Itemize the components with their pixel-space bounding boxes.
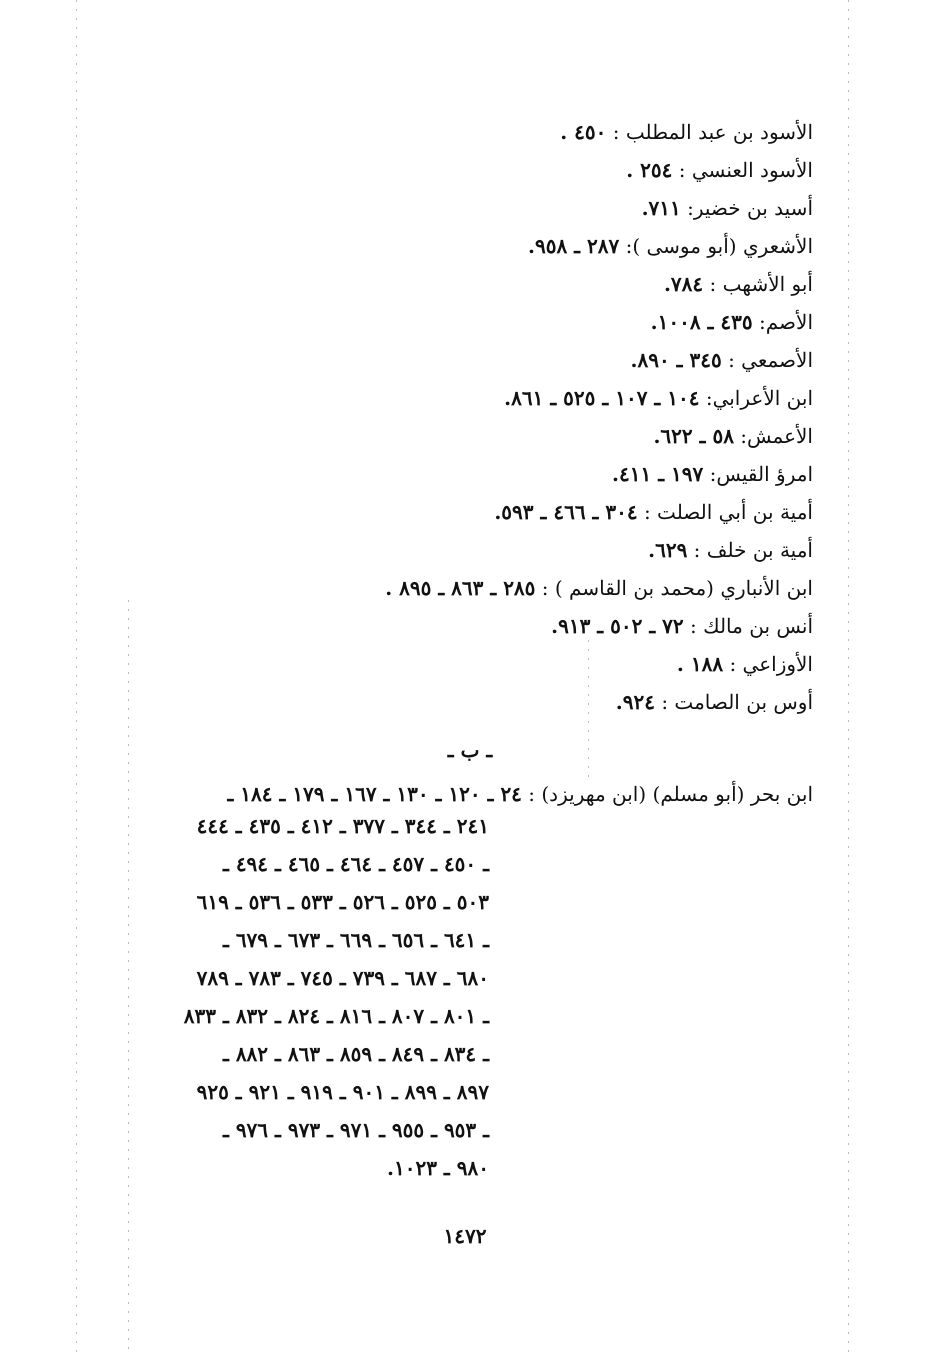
entry-pages: ٧٨٤. <box>663 272 704 296</box>
entry-pages: ٣٠٤ ـ ٤٦٦ ـ ٥٩٣. <box>494 500 638 524</box>
entry-pages: ٦٢٩. <box>648 538 688 562</box>
entry-pages-continuation: ـ ٨٣٤ ـ ٨٤٩ ـ ٨٥٩ ـ ٨٦٣ ـ ٨٨٢ ـ <box>222 1042 489 1066</box>
entry-pages: ٢٨٥ ـ ٨٦٣ ـ ٨٩٥ . <box>385 576 536 600</box>
scan-guide-line <box>848 0 849 1355</box>
entry-name: ابن بحر (أبو مسلم) (ابن مهريزد) : <box>528 782 813 806</box>
entry-name: الأوزاعي : <box>729 652 813 676</box>
entry-pages-continuation: ـ ٩٥٣ ـ ٩٥٥ ـ ٩٧١ ـ ٩٧٣ ـ ٩٧٦ ـ <box>222 1118 489 1142</box>
index-entry <box>626 156 813 184</box>
entry-name: الأسود العنسي : <box>678 158 813 182</box>
entry-pages: ٣٤٥ ـ ٨٩٠. <box>630 348 722 372</box>
entry-name: أسيد بن خضير: <box>687 196 813 220</box>
entry-name: امرؤ القيس: <box>709 462 813 486</box>
index-entry <box>560 118 813 146</box>
entry-pages: ٢٨٧ ـ ٩٥٨. <box>528 234 620 258</box>
entry-name: ابن الأعرابي: <box>705 386 813 410</box>
entry-pages-continuation: ٨٩٧ ـ ٨٩٩ ـ ٩٠١ ـ ٩١٩ ـ ٩٢١ ـ ٩٢٥ <box>196 1080 489 1104</box>
entry-pages-continuation: ٥٠٣ ـ ٥٢٥ ـ ٥٢٦ ـ ٥٣٣ ـ ٥٣٦ ـ ٦١٩ <box>196 890 489 914</box>
entry-pages: ٧٢ ـ ٥٠٢ ـ ٩١٣. <box>551 614 684 638</box>
index-entry <box>494 498 813 526</box>
index-entry <box>653 422 813 450</box>
index-entry <box>651 308 813 336</box>
index-entry <box>642 194 813 222</box>
entry-pages: ١٠٤ ـ ١٠٧ ـ ٥٢٥ ـ ٨٦١. <box>504 386 700 410</box>
entry-pages: ١٩٧ ـ ٤١١. <box>612 462 704 486</box>
scan-guide-line <box>76 0 77 1355</box>
entry-name: الأسود بن عبد المطلب : <box>612 120 813 144</box>
index-entry <box>630 346 813 374</box>
entry-pages-continuation: ٢٤١ ـ ٣٤٤ ـ ٣٧٧ ـ ٤١٢ ـ ٤٣٥ ـ ٤٤٤ <box>196 814 489 838</box>
entry-name: أمية بن خلف : <box>693 538 813 562</box>
index-entry <box>664 270 813 298</box>
entry-pages-continuation: ٩٨٠ ـ ١٠٢٣. <box>387 1156 489 1180</box>
scan-guide-line <box>128 600 129 1355</box>
index-entry <box>616 688 813 716</box>
entry-name: أمية بن أبي الصلت : <box>643 500 813 524</box>
entry-name: الأصمعي : <box>728 348 813 372</box>
entry-pages: ٥٨ ـ ٦٢٢. <box>653 424 734 448</box>
section-heading: ـ ب ـ <box>447 738 493 762</box>
index-entry <box>551 612 813 640</box>
entry-pages: ١٨٨ . <box>676 652 724 676</box>
index-entry <box>677 650 813 678</box>
entry-pages: ٢٤ ـ ١٢٠ ـ ١٣٠ ـ ١٦٧ ـ ١٧٩ ـ ١٨٤ ـ <box>227 782 522 806</box>
entry-name: الأعمش: <box>740 424 813 448</box>
index-entry <box>385 574 813 602</box>
page-number: ١٤٧٢ <box>443 1224 487 1248</box>
entry-name: ابن الأنباري (محمد بن القاسم ) : <box>541 576 813 600</box>
index-entry <box>504 384 813 412</box>
entry-pages: ٢٥٤ . <box>626 158 673 182</box>
entry-name: أبو الأشهب : <box>709 272 813 296</box>
index-entry <box>528 232 813 260</box>
index-entry <box>612 460 813 488</box>
entry-pages: ٤٣٥ ـ ١٠٠٨. <box>650 310 753 334</box>
entry-pages: ٩٢٤. <box>615 690 655 714</box>
index-entry <box>227 780 813 808</box>
entry-pages-continuation: ـ ٤٥٠ ـ ٤٥٧ ـ ٤٦٤ ـ ٤٦٥ ـ ٤٩٤ ـ <box>222 852 489 876</box>
entry-pages: ٧١١. <box>641 196 681 220</box>
entry-pages-continuation: ـ ٨٠١ ـ ٨٠٧ ـ ٨١٦ ـ ٨٢٤ ـ ٨٣٢ ـ ٨٣٣ <box>183 1004 489 1028</box>
entry-pages-continuation: ـ ٦٤١ ـ ٦٥٦ ـ ٦٦٩ ـ ٦٧٣ ـ ٦٧٩ ـ <box>222 928 489 952</box>
entry-pages: ٤٥٠ . <box>560 120 607 144</box>
scan-guide-line <box>588 640 589 780</box>
index-entry <box>648 536 813 564</box>
entry-name: الأصم: <box>759 310 813 334</box>
entry-name: أوس بن الصامت : <box>661 690 813 714</box>
entry-name: أنس بن مالك : <box>690 614 813 638</box>
entry-name: الأشعري (أبو موسى ): <box>625 234 813 258</box>
entry-pages-continuation: ٦٨٠ ـ ٦٨٧ ـ ٧٣٩ ـ ٧٤٥ ـ ٧٨٣ ـ ٧٨٩ <box>196 966 489 990</box>
